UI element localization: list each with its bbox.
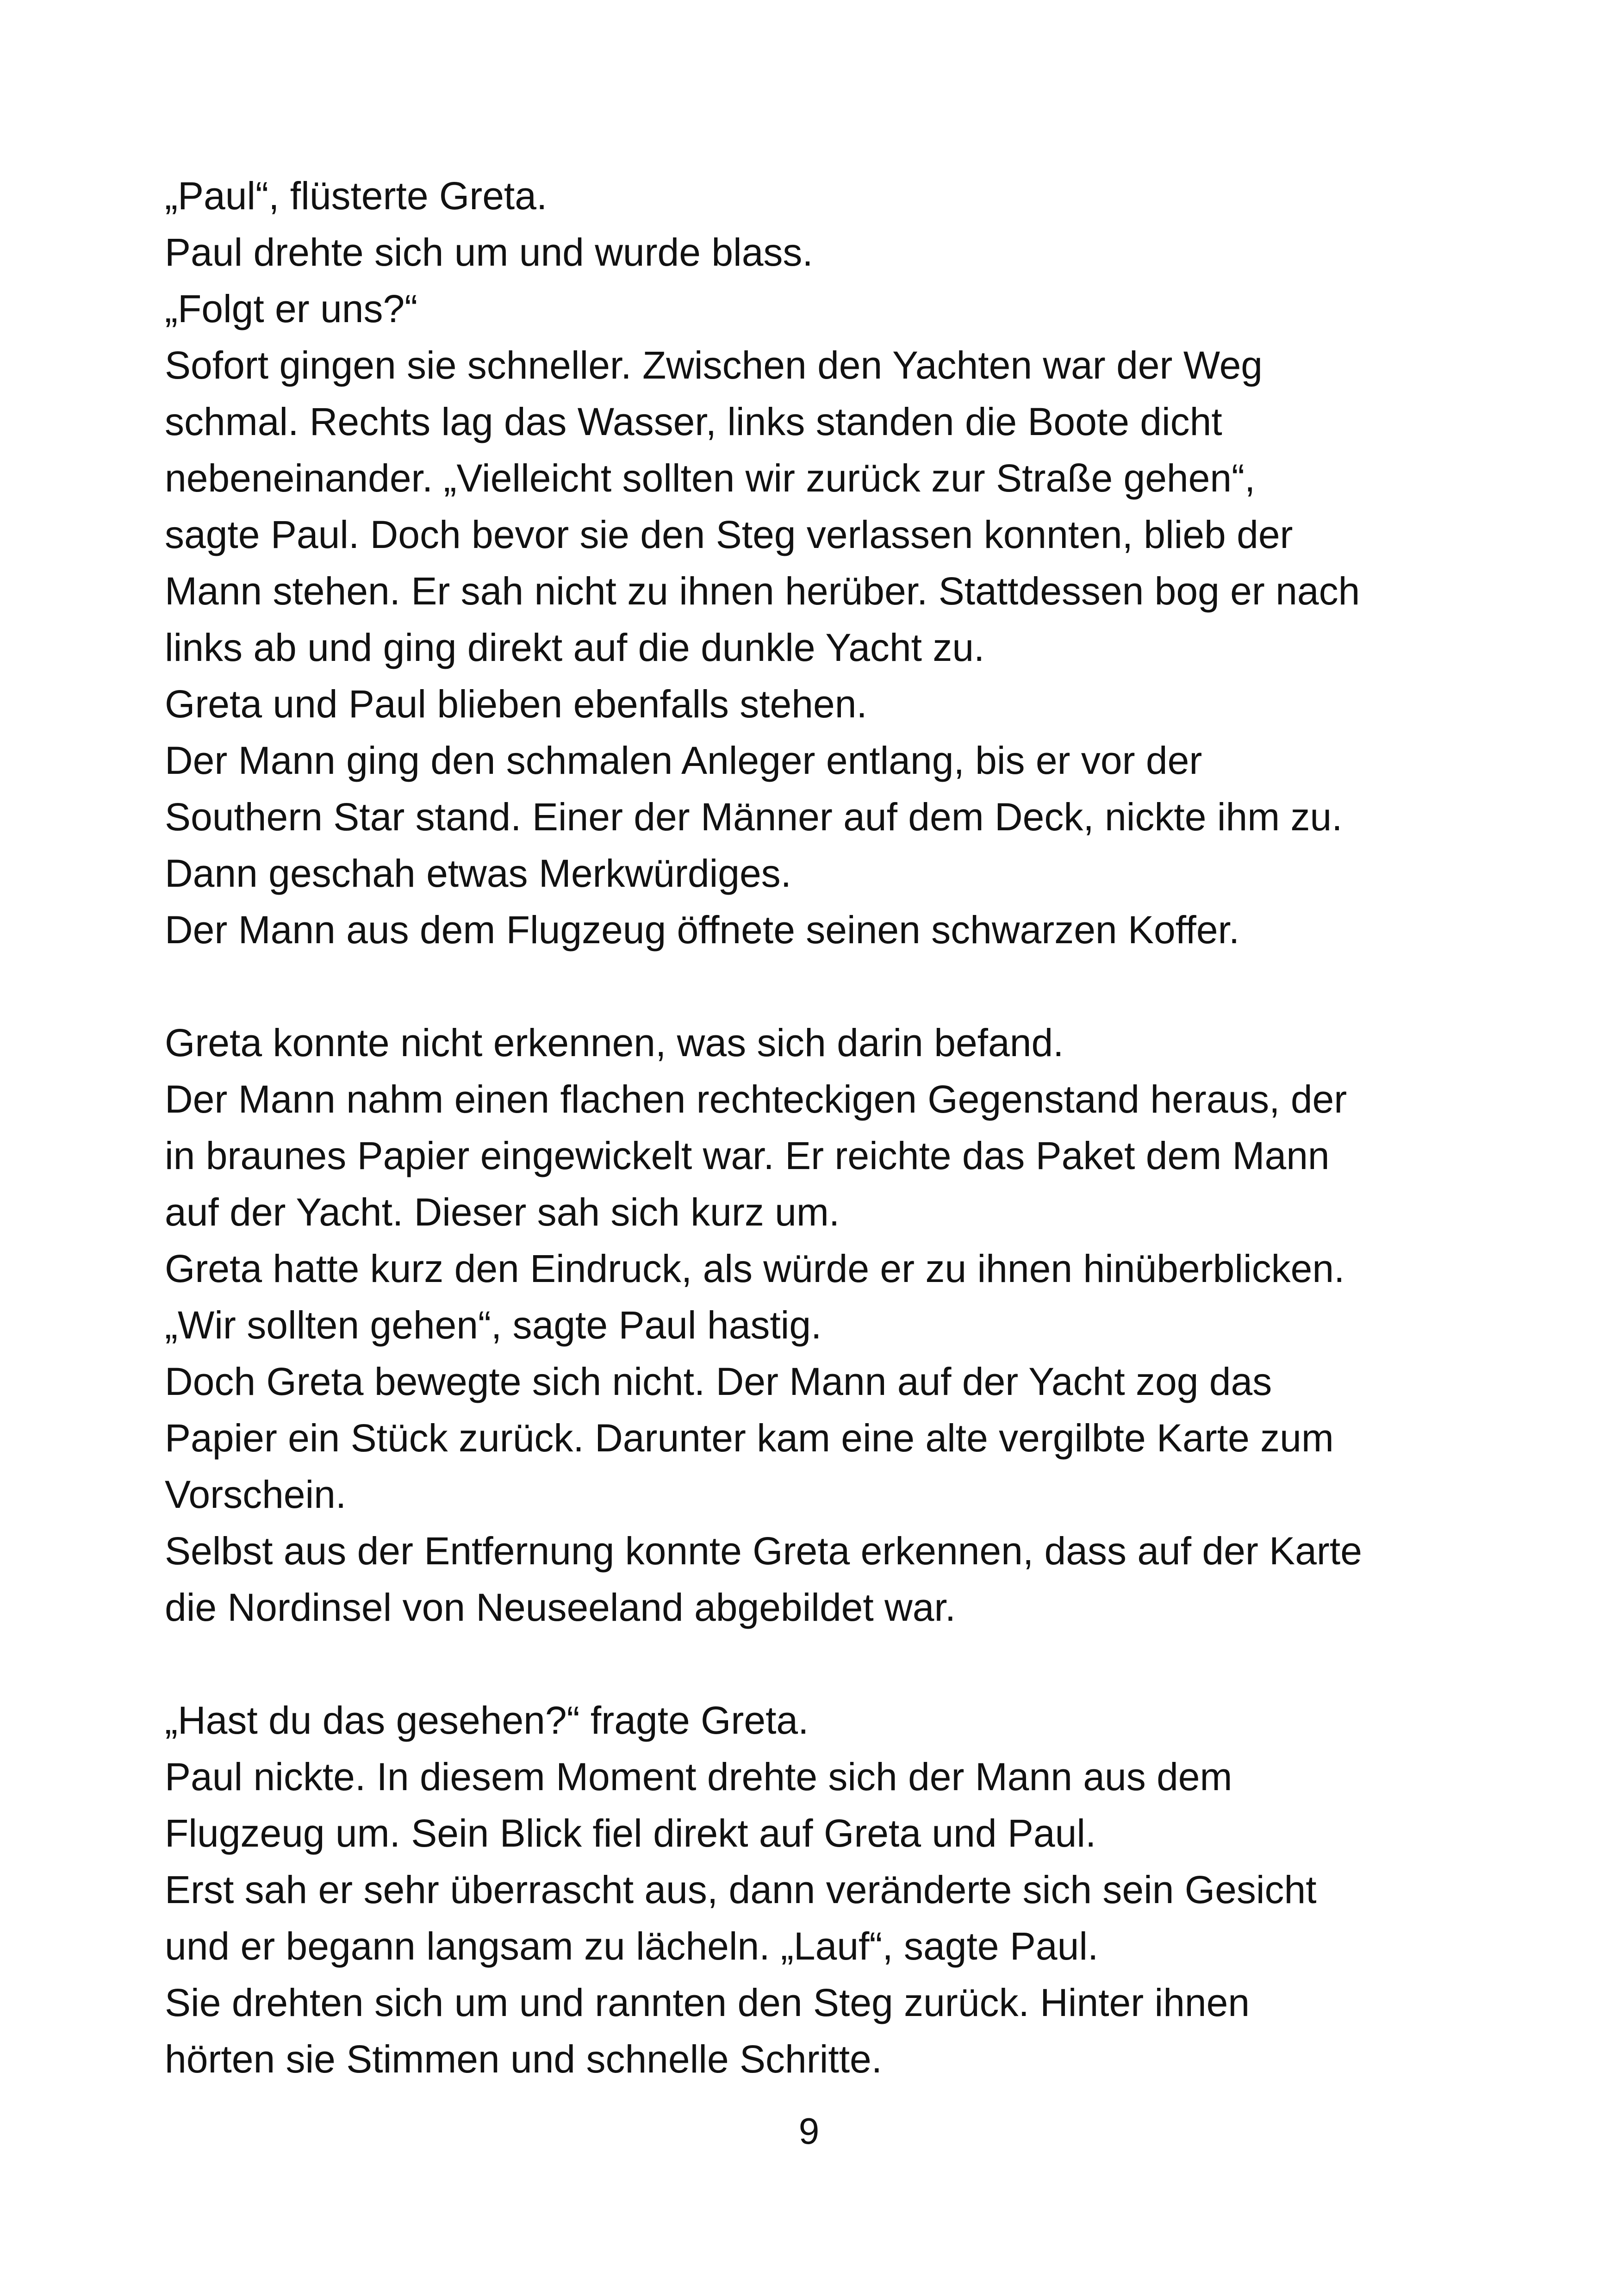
text-line: Greta hatte kurz den Eindruck, als würde er zu ihnen hinüberblicken. [165, 1247, 1345, 1290]
text-line: die Nordinsel von Neuseeland abgebildet war. [165, 1586, 956, 1629]
text-line: sagte Paul. Doch bevor sie den Steg verlassen konnten, blieb der [165, 513, 1293, 556]
text-line: „Paul“, flüsterte Greta. [165, 174, 548, 218]
text-line: Vorschein. [165, 1473, 347, 1516]
text-line: schmal. Rechts lag das Wasser, links standen die Boote dicht [165, 400, 1222, 443]
text-line: „Folgt er uns?“ [165, 287, 418, 330]
text-line: Paul drehte sich um und wurde blass. [165, 230, 813, 274]
text-line: Papier ein Stück zurück. Darunter kam eine alte vergilbte Karte zum [165, 1416, 1334, 1460]
text-line: Dann geschah etwas Merkwürdiges. [165, 852, 792, 895]
text-line: hörten sie Stimmen und schnelle Schritte. [165, 2037, 883, 2081]
text-line: Selbst aus der Entfernung konnte Greta erkennen, dass auf der Karte [165, 1529, 1362, 1573]
text-line: Paul nickte. In diesem Moment drehte sich der Mann aus dem [165, 1755, 1232, 1798]
text-line: und er begann langsam zu lächeln. „Lauf“, sagte Paul. [165, 1924, 1099, 1968]
text-line: Mann stehen. Er sah nicht zu ihnen herüber. Stattdessen bog er nach [165, 569, 1360, 613]
text-line: links ab und ging direkt auf die dunkle Yacht zu. [165, 626, 985, 669]
text-line: Der Mann ging den schmalen Anleger entlang, bis er vor der [165, 739, 1202, 782]
text-line: „Hast du das gesehen?“ fragte Greta. [165, 1699, 809, 1742]
text-line: Erst sah er sehr überrascht aus, dann veränderte sich sein Gesicht [165, 1868, 1317, 1911]
text-line: „Wir sollten gehen“, sagte Paul hastig. [165, 1303, 822, 1347]
text-line: Greta und Paul blieben ebenfalls stehen. [165, 682, 867, 726]
story-text [165, 168, 1488, 2087]
page-number: 9 [798, 2110, 820, 2152]
text-line: Doch Greta bewegte sich nicht. Der Mann auf der Yacht zog das [165, 1360, 1272, 1403]
paragraph-gap [165, 1636, 1488, 1692]
text-line: Flugzeug um. Sein Blick fiel direkt auf Greta und Paul. [165, 1811, 1096, 1855]
text-line: Southern Star stand. Einer der Männer auf dem Deck, nickte ihm zu. [165, 795, 1343, 839]
text-line: nebeneinander. „Vielleicht sollten wir zurück zur Straße gehen“, [165, 456, 1256, 500]
text-line: Sofort gingen sie schneller. Zwischen den Yachten war der Weg [165, 343, 1263, 387]
text-line: Der Mann aus dem Flugzeug öffnete seinen schwarzen Koffer. [165, 908, 1240, 952]
text-line: Der Mann nahm einen flachen rechteckigen Gegenstand heraus, der [165, 1077, 1347, 1121]
text-line: in braunes Papier eingewickelt war. Er reichte das Paket dem Mann [165, 1134, 1330, 1177]
text-line: Sie drehten sich um und rannten den Steg zurück. Hinter ihnen [165, 1981, 1250, 2024]
text-line: auf der Yacht. Dieser sah sich kurz um. [165, 1190, 840, 1234]
text-line: Greta konnte nicht erkennen, was sich darin befand. [165, 1021, 1064, 1064]
paragraph-gap [165, 958, 1488, 1014]
